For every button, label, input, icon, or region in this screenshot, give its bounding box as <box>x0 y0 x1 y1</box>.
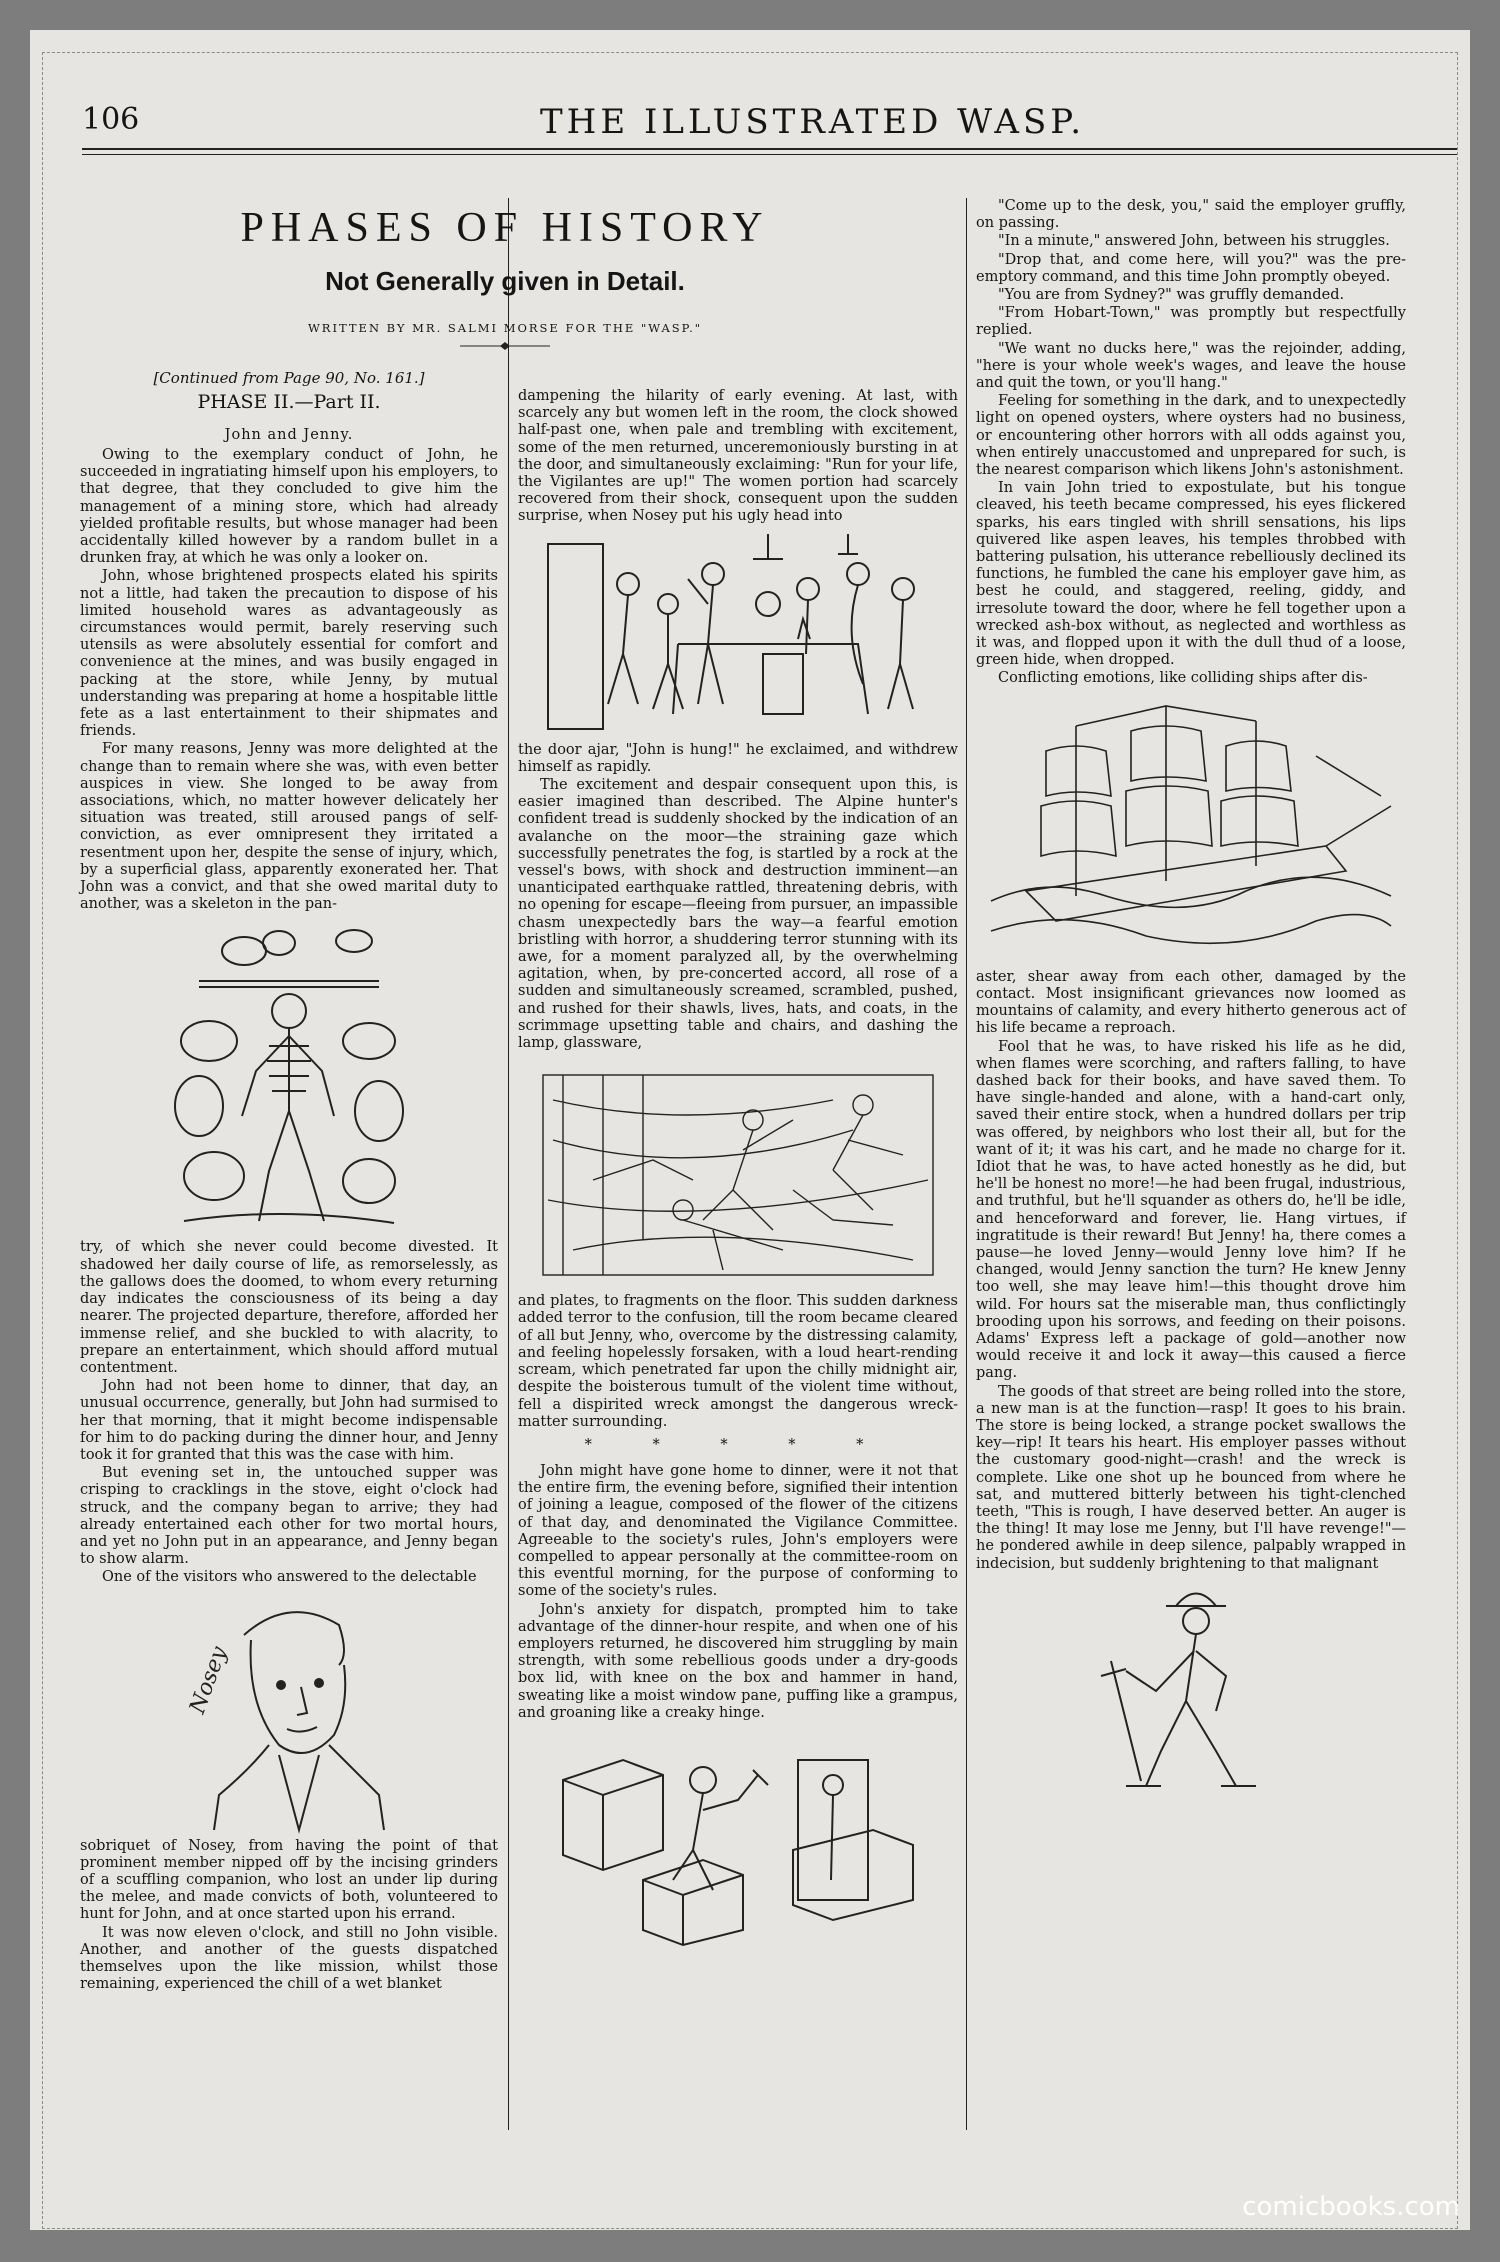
continued-note: [Continued from Page 90, No. 161.] <box>153 369 425 387</box>
newspaper-page <box>30 30 1470 2230</box>
paragraph: But evening set in, the untouched supper was crisping to cracklings in the stove, eight o'clock had struck, and the company began to arrive; they had already entertained each other for two mortal hours, and yet no John put in an appearance, and Jenny began to show alarm. <box>80 1465 498 1568</box>
paragraph: "In a minute," answered John, between his struggles. <box>998 233 1390 250</box>
john-packing-illustration <box>543 1730 933 1945</box>
paragraph: The excitement and despair consequent upon this, is easier imagined than described. The Alpine hunter's confident tread is suddenly shocked by the indication of an avalanche on the moor—the straining gaze which successfully penetrates the fog, is startled by a rock at the vessel's bows, with shock and destruction imminent—an unanticipated earthquake rattled, threatening debris, with no opening for escape—fleeing from pursuer, an impassible chasm unexpectedly bars the way—a fearful emotion bristling with horror, a shuddering terror stunning with its awe, for a moment paralyzed all, by the overwhelming agitation, when, by pre-concerted accord, all rose of a sudden and simultaneously screamed, scrambled, pushed, and rushed for their shawls, lives, hats, and coats, in the scrimmage upsetting table and chairs, and dashing the lamp, glassware, <box>518 777 958 1052</box>
paragraph: For many reasons, Jenny was more delighted at the change than to remain where she was, with even better auspices in view. She longed to be away from associations, which, no matter however delicately her situation was treated, still aroused pangs of self-conviction, as ever omnipresent they irritated a resentment upon her, despite the sense of injury, which, by a superficial glass, apparently exonerated her. That John was a convict, and that she owed marital duty to another, was a skeleton in the pan- <box>80 741 498 913</box>
paragraph: Conflicting emotions, like colliding ships after dis- <box>998 670 1368 687</box>
column-divider <box>966 198 967 2130</box>
article-byline: WRITTEN BY MR. SALMI MORSE FOR THE "WASP." <box>307 321 703 335</box>
paragraph: try, of which she never could become divested. It shadowed her daily course of life, as remorselessly, as the gallows does the doomed, to whom every returning day indicates the consciousness of its being a day nearer. The projected departure, therefore, afforded her immense relief, and she buckled to with alacrity, to prepare an entertainment, which should afford mutual contentment. <box>80 1239 498 1376</box>
masthead: THE ILLUSTRATED WASP. <box>540 102 1086 142</box>
nosey-portrait-illustration <box>185 1595 389 1830</box>
paragraph: John had not been home to dinner, that day, an unusual occurrence, generally, but John had surmised to her that morning, that it might become indispensable for him to do packing during the dinner hour, and Jenny took it for granted that this was the case with him. <box>80 1378 498 1463</box>
paragraph: "From Hobart-Town," was promptly but respectfully replied. <box>976 305 1406 339</box>
section-heading: John and Jenny. <box>224 427 354 443</box>
paragraph: One of the visitors who answered to the delectable <box>102 1569 477 1586</box>
paragraph: Feeling for something in the dark, and to unexpectedly light on opened oysters, where oysters had no business, or encountering other horrors with all odds against you, when entirely unaccustomed and unprepared for such, is the nearest comparison which likens John's astonishment. <box>976 393 1406 479</box>
column-2 <box>518 198 958 2128</box>
vigilantes-party-illustration <box>538 534 938 734</box>
signature: Nosey <box>185 1642 233 1717</box>
paragraph: Fool that he was, to have risked his life as he did, when flames were scorching, and rafters falling, to have dashed back for their books, and have saved them. To have single-handed and alone, with a hand-cart only, saved their entire stock, when a hundred dollars per trip was offered, by neighbors who lost their all, but for the want of it; it was his cart, and he made no charge for it. Idiot that he was, to have acted honestly as he did, but he'll be honest no more!—he had been frugal, industrious, and truthful, but he'll squander as others do, he'll be idle, and henceforward and forever, lie. Hang virtues, if ingratitude is their reward! But Jenny! ha, there comes a pause—he loved Jenny—would Jenny love him? If he changed, would Jenny sanction the turn? He knew Jenny too well, she may leave him!—this thought drove him wild. For hours sat the miserable man, thus conflictingly brooding upon his sorrows, and feeding on their poisons. Adams' Express left a package of gold—another now would receive it and lock it away—this caused a fierce pang. <box>976 1038 1406 1382</box>
phase-heading: PHASE II.—Part II. <box>197 391 381 413</box>
scrimmage-illustration <box>533 1060 943 1285</box>
paragraph: sobriquet of Nosey, from having the point of that prominent member nipped off by the incising grinders of a scuffling companion, who lost an under lip during the melee, and made convicts of both, volunteered to hunt for John, and at once started upon his errand. <box>80 1837 498 1923</box>
sailing-ship-illustration <box>986 696 1396 961</box>
paragraph: John might have gone home to dinner, were it not that the entire firm, the evening before, signified their intention of joining a league, composed of the flower of the citizens of that day, and denominated the Vigilance Committee. Agreeable to the society's rules, John's employers were compelled to appear personally at the committee-room on this eventful morning, for the purpose of conforming to some of the society's rules. <box>518 1462 958 1600</box>
column-3 <box>976 198 1406 2128</box>
paragraph: It was now eleven o'clock, and still no John visible. Another, and another of the guests dispatched themselves upon the like mission, whilst those remaining, experienced the chill of a wet blanket <box>80 1924 498 1993</box>
header-rule-thin <box>82 154 1457 155</box>
header-rule <box>82 148 1457 150</box>
column-divider <box>508 198 509 2130</box>
paragraph: Owing to the exemplary conduct of John, he succeeded in ingratiating himself upon his employers, to that degree, that they concluded to give him the management of a mining store, which had already yielded profitable results, but whose manager had been accidentally killed however by a random bullet in a drunken fray, at which he was only a looker on. <box>80 447 498 567</box>
paragraph: "We want no ducks here," was the rejoinder, adding, "here is your whole week's wages, and leave the house and quit the town, or you'll hang." <box>976 340 1406 392</box>
article-title: PHASES OF HISTORY <box>240 205 770 251</box>
paragraph: "You are from Sydney?" was gruffly demanded. <box>998 287 1345 304</box>
john-with-auger-illustration <box>1066 1581 1316 1796</box>
paragraph: and plates, to fragments on the floor. This sudden darkness added terror to the confusion, till the room became cleared of all but Jenny, who, overcome by the distressing calamity, and feeling hopelessly forsaken, with a loud heart-rending scream, which penetrated far upon the chilly midnight air, despite the boisterous tumult of the violent time without, fell a dispirited wreck amongst the dangerous wreck-matter surrounding. <box>518 1293 958 1430</box>
paragraph: John's anxiety for dispatch, prompted him to take advantage of the dinner-hour respite, and when one of his employers returned, he discovered him struggling by main strength, with some rebellious goods under a dry-goods box lid, with knee on the box and hammer in hand, sweating like a moist window pane, puffing like a grampus, and groaning like a creaky hinge. <box>518 1601 958 1721</box>
paragraph: the door ajar, "John is hung!" he exclaimed, and withdrew himself as rapidly. <box>518 741 958 775</box>
paragraph: dampening the hilarity of early evening. At last, with scarcely any but women left in the room, the clock showed half-past one, when pale and trembling with excitement, some of the men returned, unceremoniously bursting in at the door, and simultaneously exclaiming: "Run for your life, the Vigilantes are up!" The women portion had scarcely recovered from their shock, consequent upon the sudden surprise, when Nosey put his ugly head into <box>518 388 958 525</box>
watermark: comicbooks.com <box>1242 2192 1460 2222</box>
paragraph: John, whose brightened prospects elated his spirits not a little, had taken the precaution to dispose of his limited household wares as advantageously as circumstances would permit, barely reserving such utensils as were absolutely essential for comfort and convenience at the mines, and was busily engaged in packing at the store, while Jenny, by mutual understanding was preparing at home a hospitable little fete as a last entertainment to their shipmates and friends. <box>80 568 498 740</box>
paragraph: "Drop that, and come here, will you?" was the pre-emptory command, and this time John promptly obeyed. <box>976 251 1406 285</box>
skeleton-illustration <box>164 921 414 1231</box>
section-break: * * * * * <box>584 1436 892 1453</box>
paragraph: aster, shear away from each other, damaged by the contact. Most insignificant grievances now loomed as mountains of calamity, and every hitherto generous act of his life became a reproach. <box>976 968 1406 1037</box>
paragraph: "Come up to the desk, you," said the employer gruffly, on passing. <box>976 198 1406 232</box>
article-subtitle: Not Generally given in Detail. <box>325 266 685 296</box>
paragraph: The goods of that street are being rolled into the store, a new man is at the function—rasp! It goes to his brain. The store is being locked, a strange pocket swallows the key—rip! It tears his heart. His employer passes without the customary good-night—crash! and the wreck is complete. Like one shot up he bounced from where he sat, and muttered bitterly between his tight-clenched teeth, "This is rough, I have deserved better. An auger is the thing! It may lose me Jenny, but I'll have revenge!"—he pondered awhile in deep silence, palpably wrapped in indecision, but suddenly brightening to that malignant <box>976 1383 1406 1572</box>
page-number: 106 <box>82 102 140 137</box>
paragraph: In vain John tried to expostulate, but his tongue cleaved, his teeth became compressed, his eyes flickered sparks, his ears tingled with shrill sensations, his lips quivered like aspen leaves, his temples throbbed with battering pulsation, his utterance rebelliously declined its functions, he fumbled the cane his employer gave him, as best he could, and staggered, reeling, giddy, and irresolute toward the door, where he fell together upon a wrecked ash-box without, as neglected and worthless as it was, and flopped upon it with the dull thud of a loose, green hide, when dropped. <box>976 480 1406 669</box>
